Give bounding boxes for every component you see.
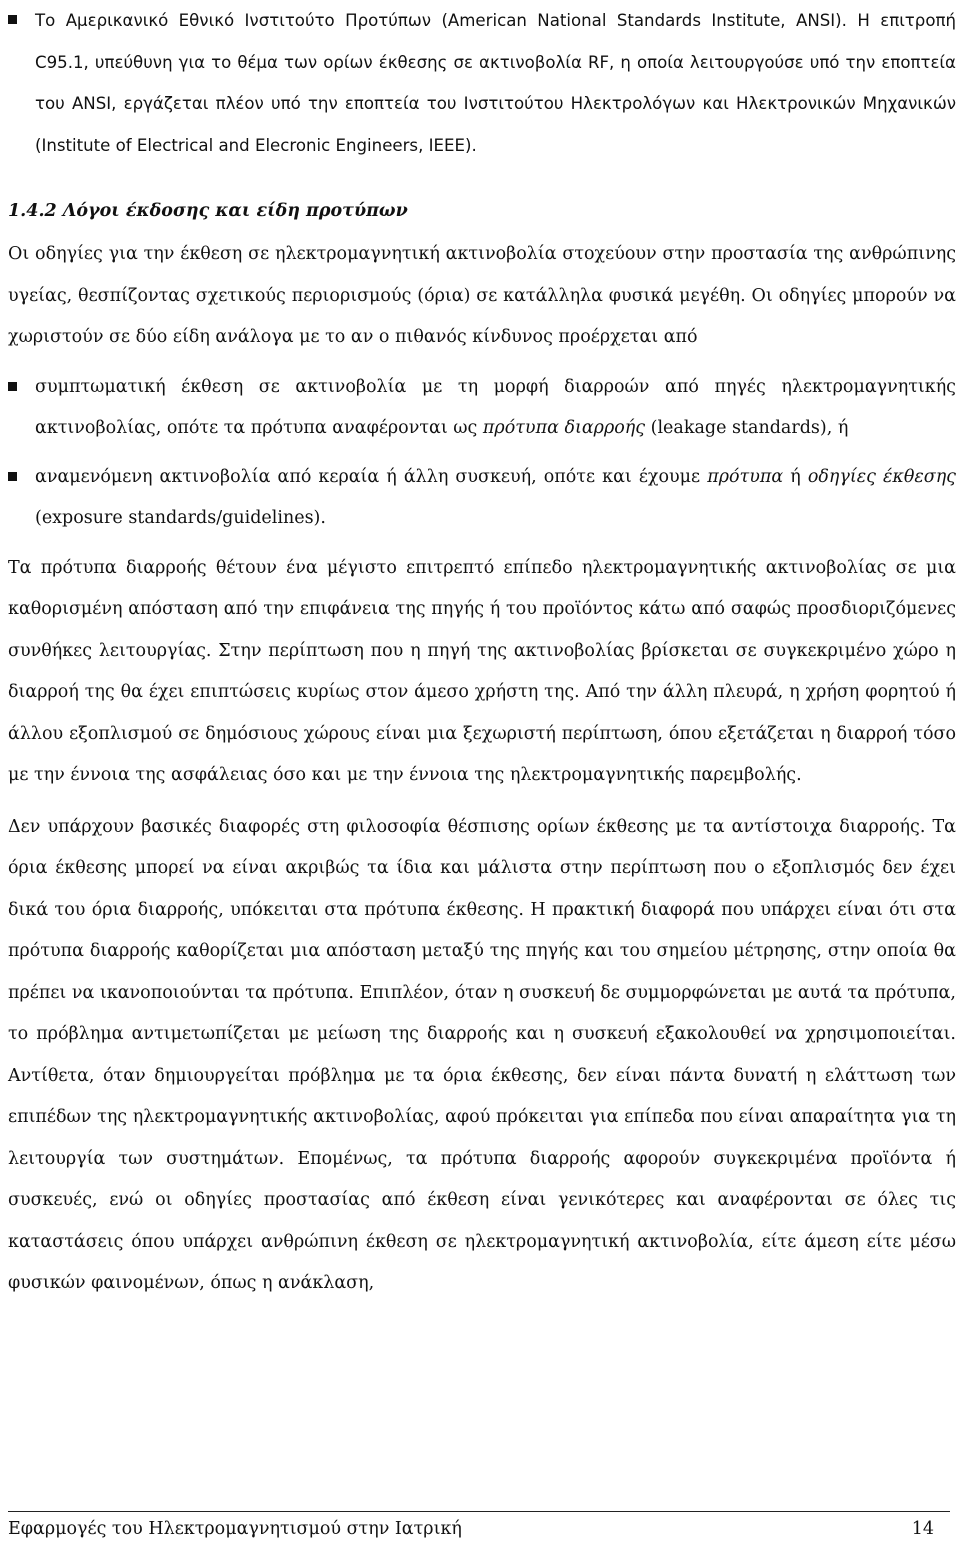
intro-bullet-text: Το Αμερικανικό Εθνικό Ινστιτούτο Προτύπων (American National Standards Institute, ANSI). Η επιτροπή C95.1, υπεύθυνη για το θέμα των ορίων έκθεσης σε ακτινοβολία RF, η οποία λειτουργούσε υπό την εποπτεία του ANSI, εργάζεται πλέον υπό την εποπτεία του Ινστιτούτου Ηλεκτρολόγων και Ηλεκτρονικών Μηχανικών (Institute of Electrical and Elecronic Engineers, IEEE).	[35, 11, 956, 155]
paragraph-1: Οι οδηγίες για την έκθεση σε ηλεκτρομαγνητική ακτινοβολία στοχεύουν στην προστασία της ανθρώπινης υγείας, θεσπίζοντας σχετικούς περιορισμούς (όρια) σε κατάλληλα φυσικά μεγέθη. Οι οδηγίες μπορούν να χωριστούν σε δύο είδη ανάλογα με το αν ο πιθανός κίνδυνος προέρχεται από	[8, 244, 956, 347]
square-bullet-icon	[8, 382, 17, 391]
intro-bullet	[8, 0, 956, 166]
square-bullet-icon	[8, 15, 17, 24]
list-item-text: αναμενόμενη ακτινοβολία από κεραία ή άλλη συσκευή, οπότε και έχουμε	[35, 466, 708, 487]
paragraph-2: Τα πρότυπα διαρροής θέτουν ένα μέγιστο επιτρεπτό επίπεδο ηλεκτρομαγνητικής ακτινοβολίας σε μια καθορισμένη απόσταση από την επιφάνεια της πηγής ή του προϊόντος κάτω από σαφώς προσδιοριζόμενες συνθήκες λειτουργίας. Στην περίπτωση που η πηγή της ακτινοβολίας βρίσκεται σε συγκεκριμένο χώρο η διαρροή της θα έχει επιπτώσεις κυρίως στον άμεσο χρήστη της. Από την άλλη πλευρά, η χρήση φορητού ή άλλου εξοπλισμού σε δημόσιους χώρους είναι μια ξεχωριστή περίπτωση, όπου εξετάζεται η διαρροή τόσο με την έννοια της ασφάλειας όσο και με την έννοια της ηλεκτρομαγνητικής παρεμβολής.	[8, 557, 956, 785]
square-bullet-icon	[8, 472, 17, 481]
paragraph-3: Δεν υπάρχουν βασικές διαφορές στη φιλοσοφία θέσπισης ορίων έκθεσης με τα αντίστοιχα διαρροής. Τα όρια έκθεσης μπορεί να είναι ακριβώς τα ίδια και μάλιστα στην περίπτωση που ο εξοπλισμός δεν έχει δικά του όρια διαρροής, υπόκειται στα πρότυπα έκθεσης. Η πρακτική διαφορά που υπάρχει είναι ότι στα πρότυπα διαρροής καθορίζεται μια απόσταση μεταξύ της πηγής και του σημείου μέτρησης, στην οποία θα πρέπει να ικανοποιούνται τα πρότυπα. Επιπλέον, όταν η συσκευή δε συμμορφώνεται με αυτά τα πρότυπα, το πρόβλημα αντιμετωπίζεται με μείωση της διαρροής και η συσκευή εξακολουθεί να χρησιμοποιείται. Αντίθετα, όταν δημιουργείται πρόβλημα με τα όρια έκθεσης, δεν είναι πάντα δυνατή η ελάττωση των επιπέδων της ηλεκτρομαγνητικής ακτινοβολίας, αφού πρόκειται για επίπεδα που είναι απαραίτητα για τη λειτουργία των συστημάτων. Επομένως, τα πρότυπα διαρροής αφορούν συγκεκριμένα προϊόντα ή συσκευές, ενώ οι οδηγίες προστασίας από έκθεση είναι γενικότερες και αναφέρονται σε όλες τις καταστάσεις όπου υπάρχει ανθρώπινη έκθεση σε ηλεκτρομαγνητική ακτινοβολία, είτε άμεση είτε μέσω φυσικών φαινομένων, όπως η ανάκλαση,	[8, 816, 956, 1293]
list-item-text: συμπτωματική έκθεση σε ακτινοβολία με τη μορφή διαρροών από πηγές ηλεκτρομαγνητικής ακτινοβολίας, οπότε τα πρότυπα αναφέρονται ως	[35, 376, 956, 438]
document-page	[8, 0, 956, 1305]
list-item-emphasis: πρότυπα διαρροής	[482, 418, 646, 438]
footer-title: Εφαρμογές του Ηλεκτρομαγνητισμού στην Ιατρική	[8, 1519, 462, 1539]
list-item	[8, 457, 956, 540]
list-item-text: (leakage standards), ή	[645, 418, 849, 438]
list-item-text: (exposure standards/guidelines).	[35, 508, 326, 528]
page-number: 14	[911, 1519, 934, 1539]
list-item-emphasis: οδηγίες έκθεσης	[807, 466, 956, 487]
list-item	[8, 367, 956, 450]
section-heading: 1.4.2 Λόγοι έκδοσης και είδη προτύπων	[8, 201, 408, 221]
list-item-emphasis: πρότυπα	[707, 466, 784, 487]
bullet-list	[8, 367, 956, 540]
page-footer	[8, 1511, 950, 1540]
list-item-text: ή	[783, 466, 808, 487]
